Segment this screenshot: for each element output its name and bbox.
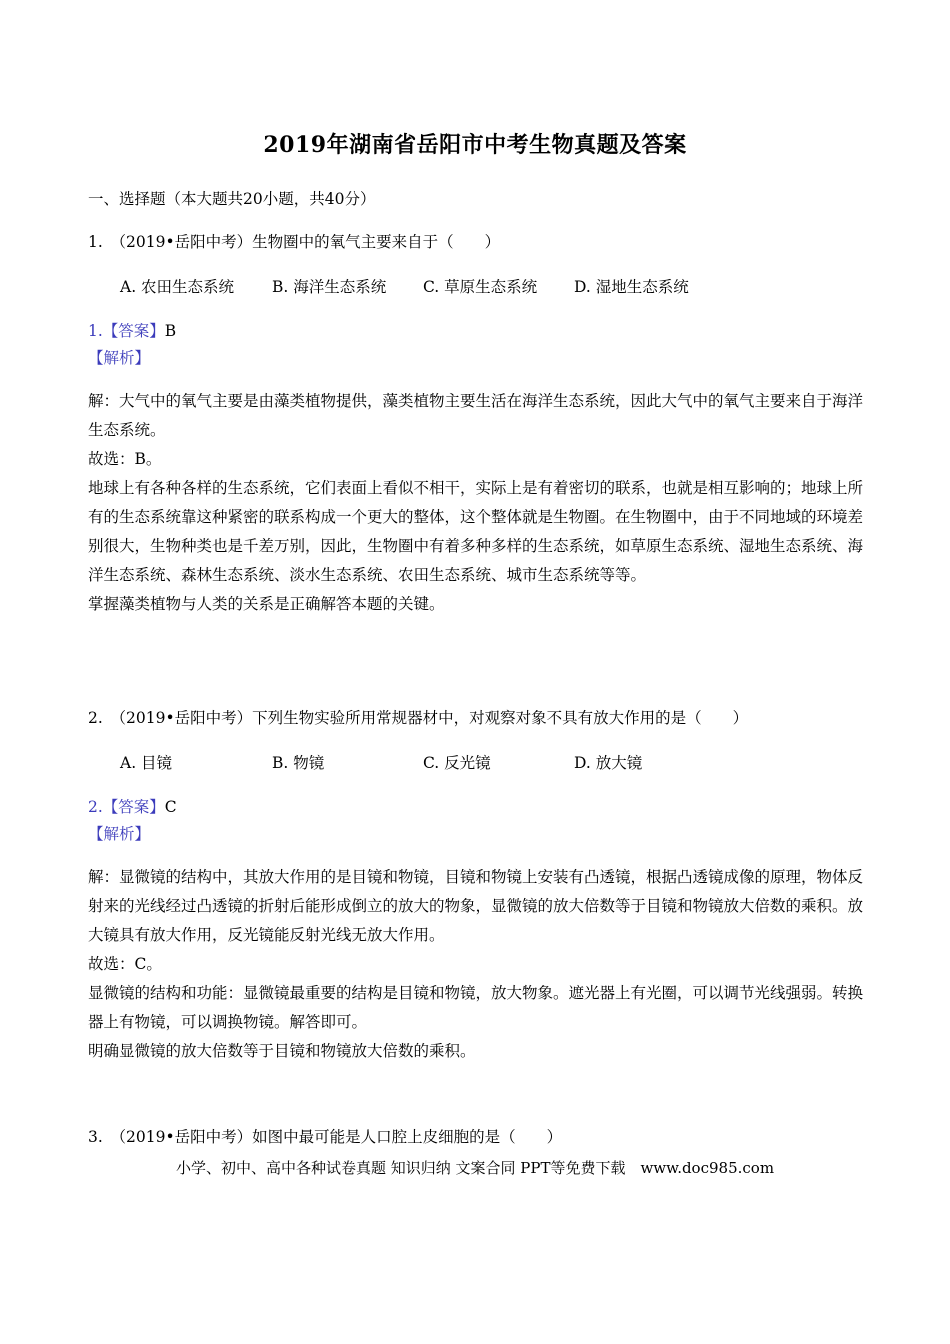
q1-option-c: C. 草原生态系统 (423, 278, 538, 296)
q1-explanation (88, 387, 868, 619)
q1-option-a: A. 农田生态系统 (120, 278, 235, 296)
q1-explanation-p1: 解：大气中的氧气主要是由藻类植物提供，藻类植物主要生活在海洋生态系统，因此大气中的氧气主要来自于海洋生态系统。 (88, 392, 864, 439)
q1-explanation-p4: 掌握藻类植物与人类的关系是正确解答本题的关键。 (88, 595, 445, 613)
q2-answer-tag: 2.【答案】 (88, 798, 165, 816)
q2-option-d: D. 放大镜 (574, 754, 643, 772)
q1-answer-tag: 1.【答案】 (88, 322, 165, 340)
q2-option-c: C. 反光镜 (423, 754, 491, 772)
q1-explanation-p3: 地球上有各种各样的生态系统，它们表面上看似不相干，实际上是有着密切的联系，也就是相互影响的；地球上所有的生态系统靠这种紧密的联系构成一个更大的整体，这个整体就是生物圈。在生物圈中，由于不同地域的环境差别很大，生物种类也是千差万别，因此，生物圈中有着多种多样的生态系统，如草原生态系统、湿地生态系统、海洋生态系统、森林生态系统、淡水生态系统、农田生态系统、城市生态系统等等。 (88, 479, 864, 584)
q2-analysis-tag: 【解析】 (88, 825, 151, 843)
q2-explanation-p3: 显微镜的结构和功能：显微镜最重要的结构是目镜和物镜，放大物象。遮光器上有光圈，可以调节光线强弱。转换器上有物镜，可以调换物镜。解答即可。 (88, 984, 864, 1031)
section-heading: 一、选择题（本大题共20小题，共40分） (88, 190, 376, 208)
q1-analysis-tag: 【解析】 (88, 349, 151, 367)
q2-answer-line (88, 797, 177, 817)
question-2-stem: 2. （2019•岳阳中考）下列生物实验所用常规器材中，对观察对象不具有放大作用的是（ ） (88, 709, 749, 727)
page-footer: 小学、初中、高中各种试卷真题 知识归纳 文案合同 PPT等免费下载 www.doc985.com (175, 1159, 775, 1177)
q2-option-b: B. 物镜 (272, 754, 325, 772)
q1-answer: B (164, 322, 177, 340)
q1-option-d: D. 湿地生态系统 (574, 278, 689, 296)
document-title: 2019年湖南省岳阳市中考生物真题及答案 (263, 132, 687, 158)
q2-explanation-p2: 故选：C。 (88, 955, 162, 973)
q2-answer: C (164, 798, 177, 816)
q1-answer-line (88, 321, 176, 341)
q2-option-a: A. 目镜 (120, 754, 173, 772)
question-3-stem: 3. （2019•岳阳中考）如图中最可能是人口腔上皮细胞的是（ ） (88, 1128, 563, 1146)
q2-explanation (88, 863, 868, 1066)
q2-explanation-p4: 明确显微镜的放大倍数等于目镜和物镜放大倍数的乘积。 (88, 1042, 476, 1060)
q1-explanation-p2: 故选：B。 (88, 450, 162, 468)
q2-explanation-p1: 解：显微镜的结构中，其放大作用的是目镜和物镜，目镜和物镜上安装有凸透镜，根据凸透镜成像的原理，物体反射来的光线经过凸透镜的折射后能形成倒立的放大的物象，显微镜的放大倍数等于目镜和物镜放大倍数的乘积。放大镜具有放大作用，反光镜能反射光线无放大作用。 (88, 868, 864, 944)
question-1-stem: 1. （2019•岳阳中考）生物圈中的氧气主要来自于（ ） (88, 233, 501, 251)
q1-option-b: B. 海洋生态系统 (272, 278, 387, 296)
